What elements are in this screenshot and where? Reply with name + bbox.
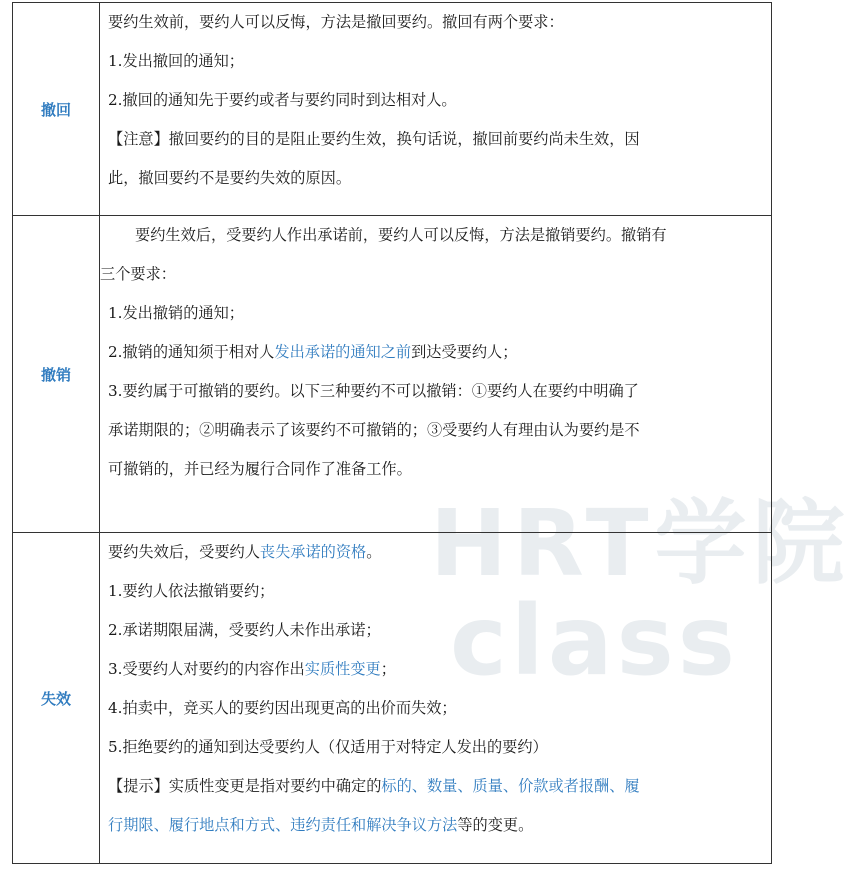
content-line bbox=[108, 728, 769, 767]
content-line bbox=[108, 767, 769, 806]
content-line bbox=[108, 42, 769, 81]
table-row-revocation bbox=[13, 216, 772, 533]
content-line bbox=[108, 806, 769, 845]
text-segment: 1.要约人依法撤销要约； bbox=[108, 582, 275, 600]
offer-rules-table bbox=[12, 2, 772, 864]
highlighted-text: 标的、数量、质量、价款或者报酬、履 bbox=[381, 777, 640, 795]
content-line bbox=[108, 216, 769, 255]
row-label-revocation: 撤销 bbox=[13, 216, 100, 533]
text-segment: 1.发出撤销的通知； bbox=[108, 304, 244, 322]
content-line bbox=[108, 159, 769, 198]
text-segment: 承诺期限的；②明确表示了该要约不可撤销的；③受要约人有理由认为要约是不 bbox=[108, 421, 640, 439]
text-segment: 2.撤回的通知先于要约或者与要约同时到达相对人。 bbox=[108, 91, 457, 109]
text-segment: 1.发出撤回的通知； bbox=[108, 52, 244, 70]
text-segment: 3.受要约人对要约的内容作出 bbox=[108, 660, 305, 678]
highlighted-text: 丧失承诺的资格 bbox=[259, 543, 367, 561]
row-label-withdrawal: 撤回 bbox=[13, 3, 100, 216]
text-segment: 要约失效后，受要约人 bbox=[108, 543, 260, 561]
text-segment: 。 bbox=[366, 543, 382, 561]
highlighted-text: 行期限、履行地点和方式、违约责任和解决争议方法 bbox=[108, 816, 458, 834]
content-line bbox=[100, 255, 769, 294]
text-segment: 4.拍卖中，竞买人的要约因出现更高的出价而失效； bbox=[108, 699, 457, 717]
text-segment: 2.撤销的通知须于相对人 bbox=[108, 343, 275, 361]
content-line bbox=[108, 689, 769, 728]
row-label-expiration: 失效 bbox=[13, 533, 100, 864]
text-segment: 2.承诺期限届满，受要约人未作出承诺； bbox=[108, 621, 381, 639]
watermark-logo-top: HRT学院 bbox=[430, 490, 850, 597]
row-content-withdrawal bbox=[100, 3, 772, 216]
content-line bbox=[108, 572, 769, 611]
content-line bbox=[108, 81, 769, 120]
text-segment: 要约生效前，要约人可以反悔，方法是撤回要约。撤回有两个要求： bbox=[108, 13, 564, 31]
content-line bbox=[108, 120, 769, 159]
row-content-revocation bbox=[100, 216, 772, 533]
content-line bbox=[108, 3, 769, 42]
text-segment: 【注意】撤回要约的目的是阻止要约生效，换句话说，撤回前要约尚未生效，因 bbox=[108, 130, 640, 148]
text-segment: 到达受要约人； bbox=[411, 343, 518, 361]
highlighted-text: 实质性变更 bbox=[304, 660, 381, 678]
content-line bbox=[108, 533, 769, 572]
text-segment: ； bbox=[380, 660, 396, 678]
highlighted-text: 发出承诺的通知之前 bbox=[274, 343, 412, 361]
content-line bbox=[108, 372, 769, 411]
text-segment: 【提示】实质性变更是指对要约中确定的 bbox=[108, 777, 382, 795]
content-line bbox=[108, 333, 769, 372]
text-segment: 要约生效后，受要约人作出承诺前，要约人可以反悔，方法是撤销要约。撤销有 bbox=[135, 226, 667, 244]
content-line bbox=[108, 611, 769, 650]
text-segment: 三个要求： bbox=[100, 265, 176, 283]
text-segment: 等的变更。 bbox=[457, 816, 534, 834]
content-line bbox=[108, 411, 769, 450]
text-segment: 5.拒绝要约的通知到达受要约人（仅适用于对特定人发出的要约） bbox=[108, 738, 548, 756]
row-content-expiration bbox=[100, 533, 772, 864]
table-row-withdrawal bbox=[13, 3, 772, 216]
content-line bbox=[108, 294, 769, 333]
content-line bbox=[108, 650, 769, 689]
table-row-expiration bbox=[13, 533, 772, 864]
text-segment: 此，撤回要约不是要约失效的原因。 bbox=[108, 169, 351, 187]
content-line bbox=[108, 450, 769, 489]
watermark-logo-bottom: class bbox=[450, 585, 739, 697]
text-segment: 可撤销的，并已经为履行合同作了准备工作。 bbox=[108, 460, 412, 478]
text-segment: 3.要约属于可撤销的要约。以下三种要约不可以撤销：①要约人在要约中明确了 bbox=[108, 382, 639, 400]
